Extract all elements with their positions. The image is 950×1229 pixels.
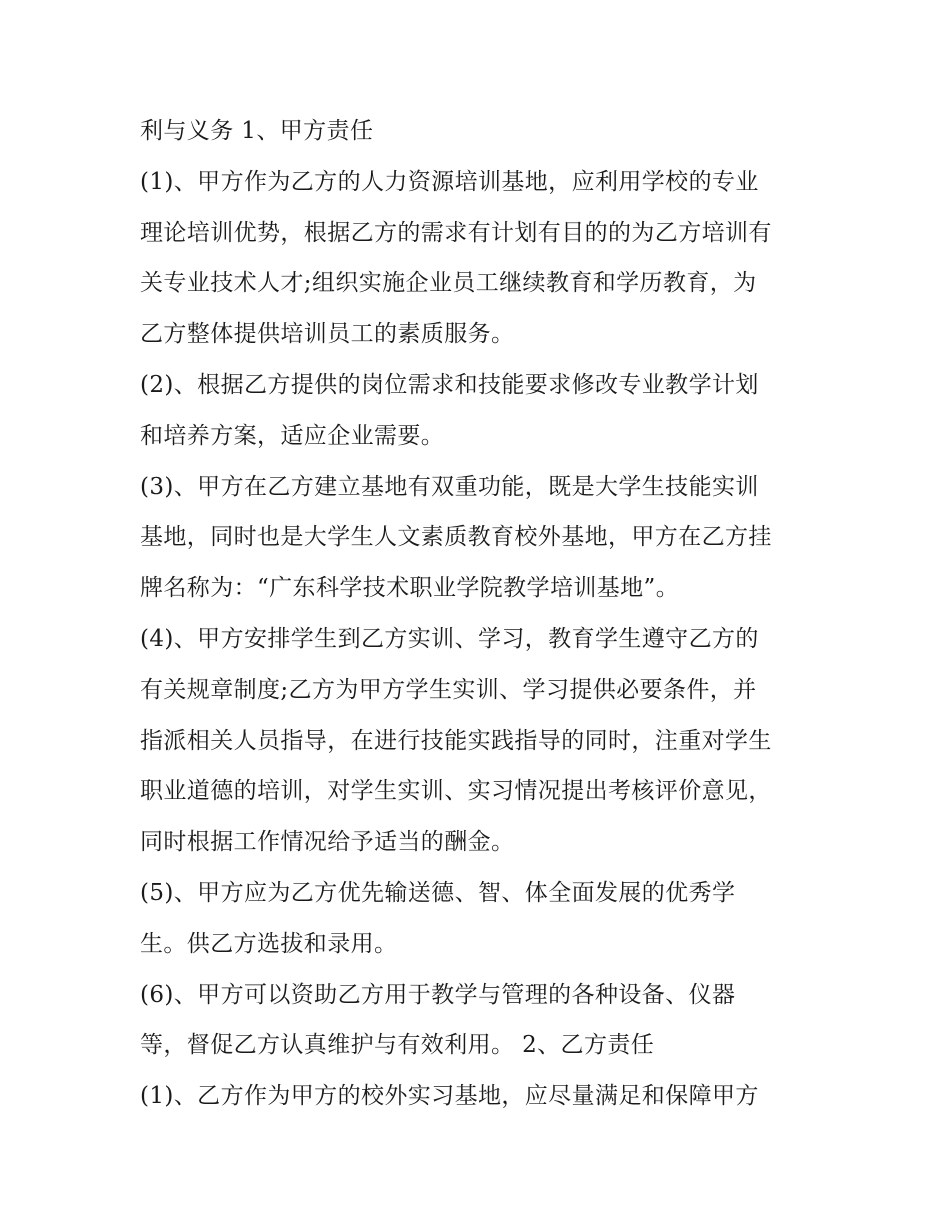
text-line: (5)、甲方应为乙方优先输送德、智、体全面发展的优秀学 [140,879,736,906]
text-line: (4)、甲方安排学生到乙方实训、学习，教育学生遵守乙方的 [140,625,759,652]
text-line: (6)、甲方可以资助乙方用于教学与管理的各种设备、仪器 [140,981,736,1008]
text-line: 和培养方案，适应企业需要。 [140,422,445,449]
text-line: 职业道德的培训，对学生实训、实习情况提出考核评价意见， [140,778,772,805]
text-line: (2)、根据乙方提供的岗位需求和技能要求修改专业教学计划 [140,371,759,398]
text-line: 有关规章制度;乙方为甲方学生实训、学习提供必要条件，并 [140,676,757,703]
text-line: 理论培训优势，根据乙方的需求有计划有目的的为乙方培训有 [140,219,772,246]
text-line: 指派相关人员指导，在进行技能实践指导的同时，注重对学生 [140,727,772,754]
text-line: 利与义务 1、甲方责任 [140,118,374,144]
text-line: (1)、甲方作为乙方的人力资源培训基地，应利用学校的专业 [140,168,759,195]
text-line: (3)、甲方在乙方建立基地有双重功能，既是大学生技能实训 [140,473,759,500]
text-line: 同时根据工作情况给予适当的酬金。 [140,829,515,856]
text-line: (1)、乙方作为甲方的校外实习基地，应尽量满足和保障甲方 [140,1083,759,1110]
text-line: 基地，同时也是大学生人文素质教育校外基地，甲方在乙方挂 [140,524,772,551]
text-line: 乙方整体提供培训员工的素质服务。 [140,321,515,348]
text-line: 关专业技术人才;组织实施企业员工继续教育和学历教育，为 [140,270,757,297]
text-line: 生。供乙方选拔和录用。 [140,930,398,957]
text-line: 牌名称为：“广东科学技术职业学院教学培训基地”。 [140,575,680,602]
document-body [140,106,830,1122]
text-line: 等，督促乙方认真维护与有效利用。 2、乙方责任 [140,1032,655,1059]
